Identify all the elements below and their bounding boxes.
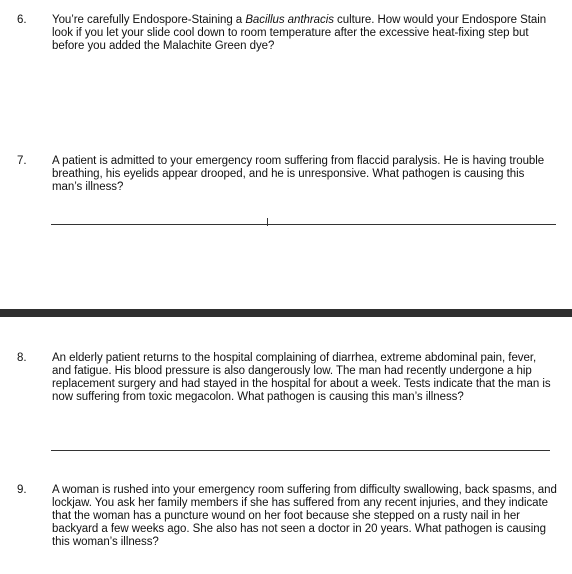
organism-name: Bacillus anthracis bbox=[245, 14, 334, 26]
question-number: 7. bbox=[17, 155, 27, 167]
text-cursor bbox=[267, 218, 268, 226]
question-number: 6. bbox=[17, 14, 27, 26]
question-text bbox=[52, 14, 557, 53]
question-text: A woman is rushed into your emergency room suffering from difficulty swallowing, back spasms, and lockjaw. You ask her family members if she has suffered from any recent injuries, and they indicate that the woman has a puncture wound on her foot because she stepped on a rusty nail in her backyard a few weeks ago. She also has not seen a doctor in 20 years. What pathogen is causing this woman’s illness? bbox=[52, 484, 557, 548]
section-divider bbox=[0, 309, 572, 317]
answer-line-7[interactable] bbox=[51, 224, 556, 225]
question-text: An elderly patient returns to the hospital complaining of diarrhea, extreme abdominal pain, fever, and fatigue. His blood pressure is also dangerously low. The man had recently undergone a hip replacement surgery and had stayed in the hospital for about a week. Tests indicate that the man is now suffering from toxic megacolon. What pathogen is causing this man’s illness? bbox=[52, 352, 551, 403]
question-text: A patient is admitted to your emergency room suffering from flaccid paralysis. He is having trouble breathing, his eyelids appear drooped, and he is unresponsive. What pathogen is causing this man’s illness? bbox=[52, 155, 545, 193]
answer-line-8[interactable] bbox=[51, 450, 550, 451]
question-number: 8. bbox=[17, 352, 27, 364]
question-text-part: culture. How would your Endospore Stain look if you let your slide cool down to room temperature after the excessive heat-fixing step but before you added the Malachite Green dye? bbox=[52, 14, 547, 52]
question-number: 9. bbox=[17, 484, 27, 496]
question-text-part: You’re carefully Endospore-Staining a bbox=[52, 14, 246, 26]
